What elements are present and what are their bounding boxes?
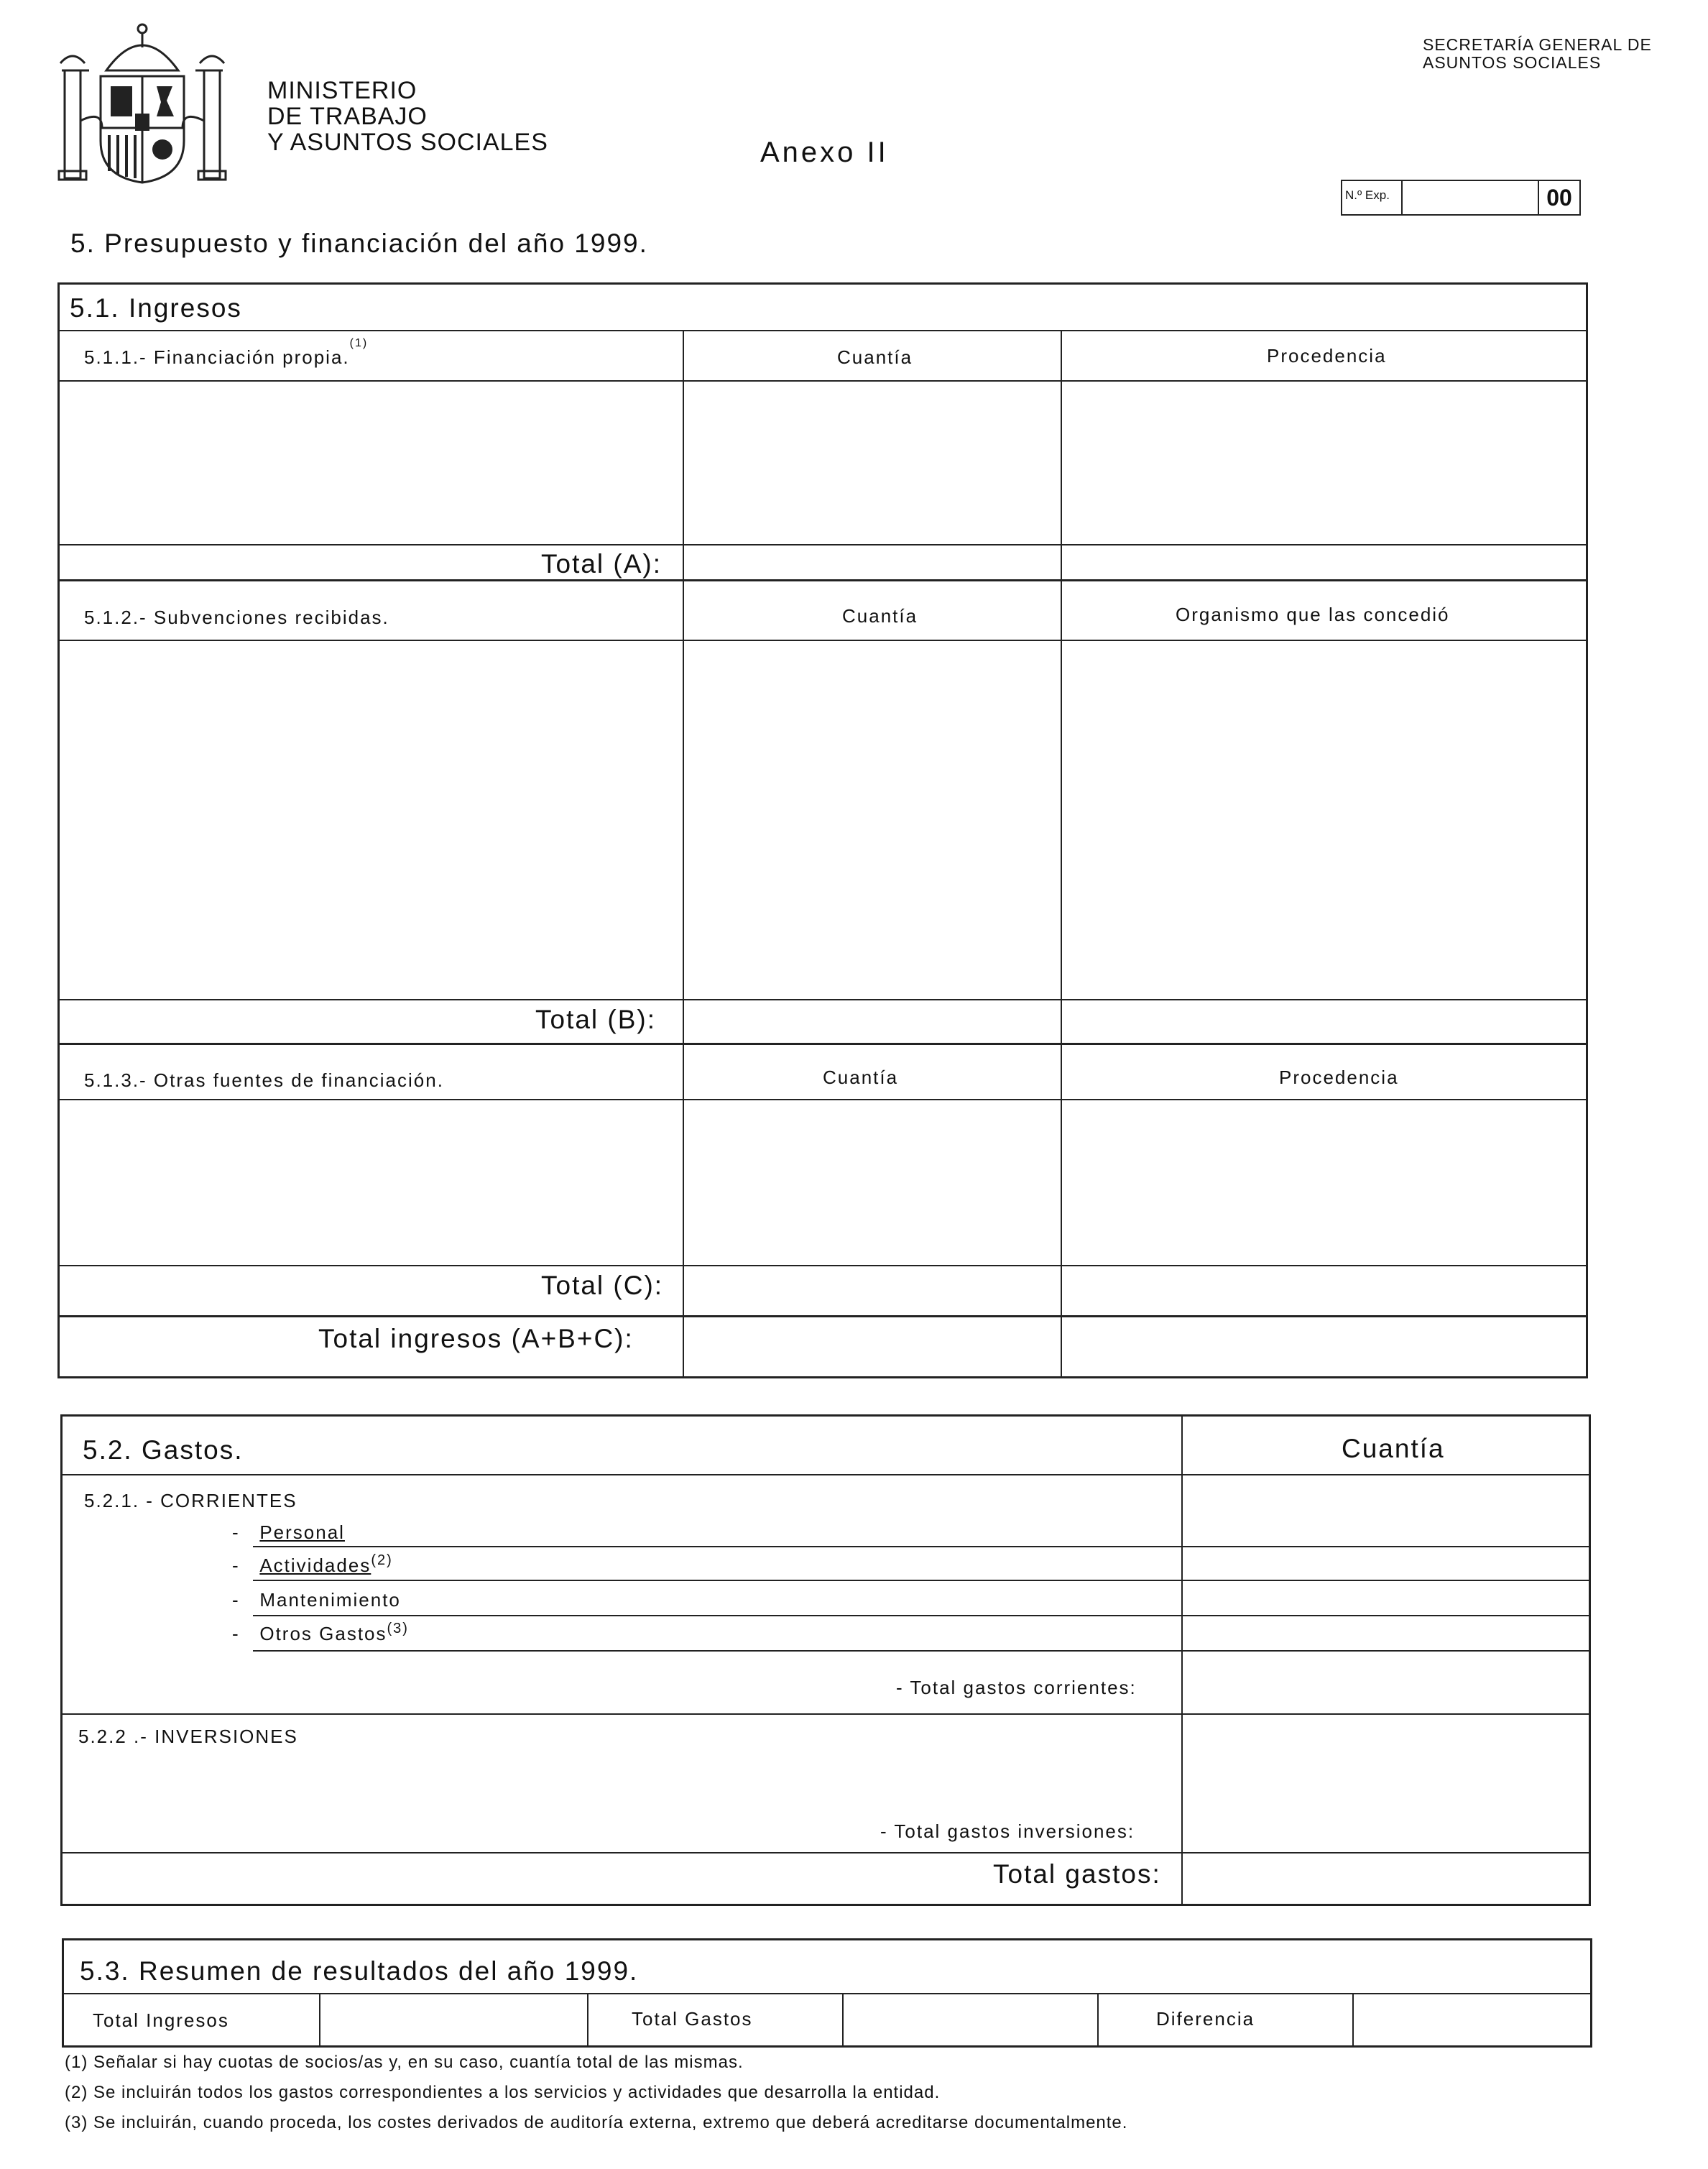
secretaria-line1: SECRETARÍA GENERAL DE bbox=[1423, 35, 1652, 54]
gasto-item-personal: - Personal bbox=[232, 1521, 345, 1543]
divider bbox=[63, 1474, 1589, 1475]
footnote-3: (3) Se incluirán, cuando proceda, los costes derivados de auditoría externa, extremo que deberá acreditarse documentalmente. bbox=[65, 2113, 1128, 2132]
otras-fuentes-label: 5.1.3.- Otras fuentes de financiación. bbox=[84, 1069, 444, 1091]
expedient-code: 00 bbox=[1538, 181, 1579, 214]
resumen-diferencia: Diferencia bbox=[1156, 2008, 1255, 2030]
inversiones-label: 5.2.2 .- INVERSIONES bbox=[78, 1726, 298, 1747]
column-divider bbox=[683, 330, 684, 1376]
section-5-title: 5. Presupuesto y financiación del año 1999. bbox=[70, 229, 648, 258]
subvenciones-label: 5.1.2.- Subvenciones recibidas. bbox=[84, 607, 389, 628]
col-procedencia-3: Procedencia bbox=[1279, 1067, 1399, 1088]
divider bbox=[60, 999, 1586, 1000]
coat-of-arms-icon bbox=[56, 20, 228, 185]
footnote-1: (1) Señalar si hay cuotas de socios/as y, en su caso, cuantía total de las mismas. bbox=[65, 2053, 744, 2072]
ministry-line2: DE TRABAJO bbox=[267, 103, 428, 130]
divider bbox=[60, 380, 1586, 382]
divider bbox=[60, 544, 1586, 545]
divider bbox=[60, 1265, 1586, 1266]
item-rule bbox=[253, 1580, 1589, 1581]
total-b-label: Total (B): bbox=[535, 1005, 657, 1034]
annex-title: Anexo II bbox=[760, 137, 889, 168]
total-c-label: Total (C): bbox=[541, 1271, 664, 1300]
resumen-total-ingresos: Total Ingresos bbox=[93, 2009, 229, 2031]
financiacion-propia-text: 5.1.1.- Financiación propia. bbox=[84, 346, 350, 368]
ministry-line3: Y ASUNTOS SOCIALES bbox=[267, 129, 548, 156]
divider bbox=[60, 1099, 1586, 1100]
divider bbox=[60, 579, 1586, 581]
column-divider bbox=[1097, 1993, 1099, 2045]
item-rule bbox=[253, 1650, 1589, 1652]
gastos-col-cuantia: Cuantía bbox=[1342, 1434, 1445, 1463]
secretaria-line2: ASUNTOS SOCIALES bbox=[1423, 53, 1602, 72]
gastos-box bbox=[60, 1414, 1591, 1906]
gasto-item-otros: - Otros Gastos$^{(3)}$ bbox=[232, 1621, 409, 1644]
resumen-title: 5.3. Resumen de resultados del año 1999. bbox=[80, 1956, 639, 1986]
resumen-total-gastos: Total Gastos bbox=[632, 2008, 753, 2030]
total-a-label: Total (A): bbox=[541, 549, 663, 579]
col-cuantia: Cuantía bbox=[837, 346, 913, 368]
total-inversiones-label: - Total gastos inversiones: bbox=[880, 1820, 1135, 1842]
item-rule bbox=[253, 1546, 1589, 1547]
col-cuantia-3: Cuantía bbox=[823, 1067, 899, 1088]
corrientes-label: 5.2.1. - CORRIENTES bbox=[84, 1490, 297, 1511]
col-cuantia-2: Cuantía bbox=[842, 605, 918, 627]
divider bbox=[60, 1043, 1586, 1045]
ingresos-title: 5.1. Ingresos bbox=[70, 293, 242, 323]
divider bbox=[63, 1852, 1589, 1853]
column-divider bbox=[1061, 330, 1062, 1376]
divider bbox=[60, 330, 1586, 331]
column-divider bbox=[1352, 1993, 1354, 2045]
expedient-label: N.º Exp. bbox=[1345, 188, 1390, 202]
footnote-2: (2) Se incluirán todos los gastos correspondientes a los servicios y actividades que desarrolla la entidad. bbox=[65, 2083, 941, 2102]
item-rule bbox=[253, 1615, 1589, 1616]
ministry-line1: MINISTERIO bbox=[267, 77, 417, 104]
total-ingresos-label: Total ingresos (A+B+C): bbox=[318, 1324, 634, 1353]
column-divider bbox=[842, 1993, 844, 2045]
footnote-ref-1: (1) bbox=[349, 337, 369, 350]
divider bbox=[64, 1993, 1590, 1994]
divider bbox=[60, 640, 1586, 641]
divider bbox=[63, 1713, 1589, 1715]
ingresos-box bbox=[57, 282, 1588, 1378]
total-gastos-label: Total gastos: bbox=[993, 1859, 1161, 1889]
secretaria-name bbox=[1423, 36, 1652, 72]
expedient-separator bbox=[1401, 181, 1403, 214]
expedient-number-field[interactable] bbox=[1341, 180, 1581, 216]
financiacion-propia-label bbox=[84, 337, 369, 369]
column-divider bbox=[1181, 1417, 1183, 1904]
col-organismo: Organismo que las concedió bbox=[1176, 604, 1450, 625]
ministry-name bbox=[267, 78, 548, 155]
col-procedencia: Procedencia bbox=[1267, 345, 1387, 367]
column-divider bbox=[319, 1993, 320, 2045]
gasto-item-mantenimiento: - Mantenimiento bbox=[232, 1589, 401, 1611]
total-corrientes-label: - Total gastos corrientes: bbox=[896, 1677, 1137, 1698]
resumen-box bbox=[62, 1938, 1592, 2048]
column-divider bbox=[587, 1993, 588, 2045]
gasto-item-actividades: - Actividades$^{(2)}$ bbox=[232, 1552, 393, 1576]
gastos-title: 5.2. Gastos. bbox=[83, 1435, 244, 1465]
divider bbox=[60, 1315, 1586, 1317]
